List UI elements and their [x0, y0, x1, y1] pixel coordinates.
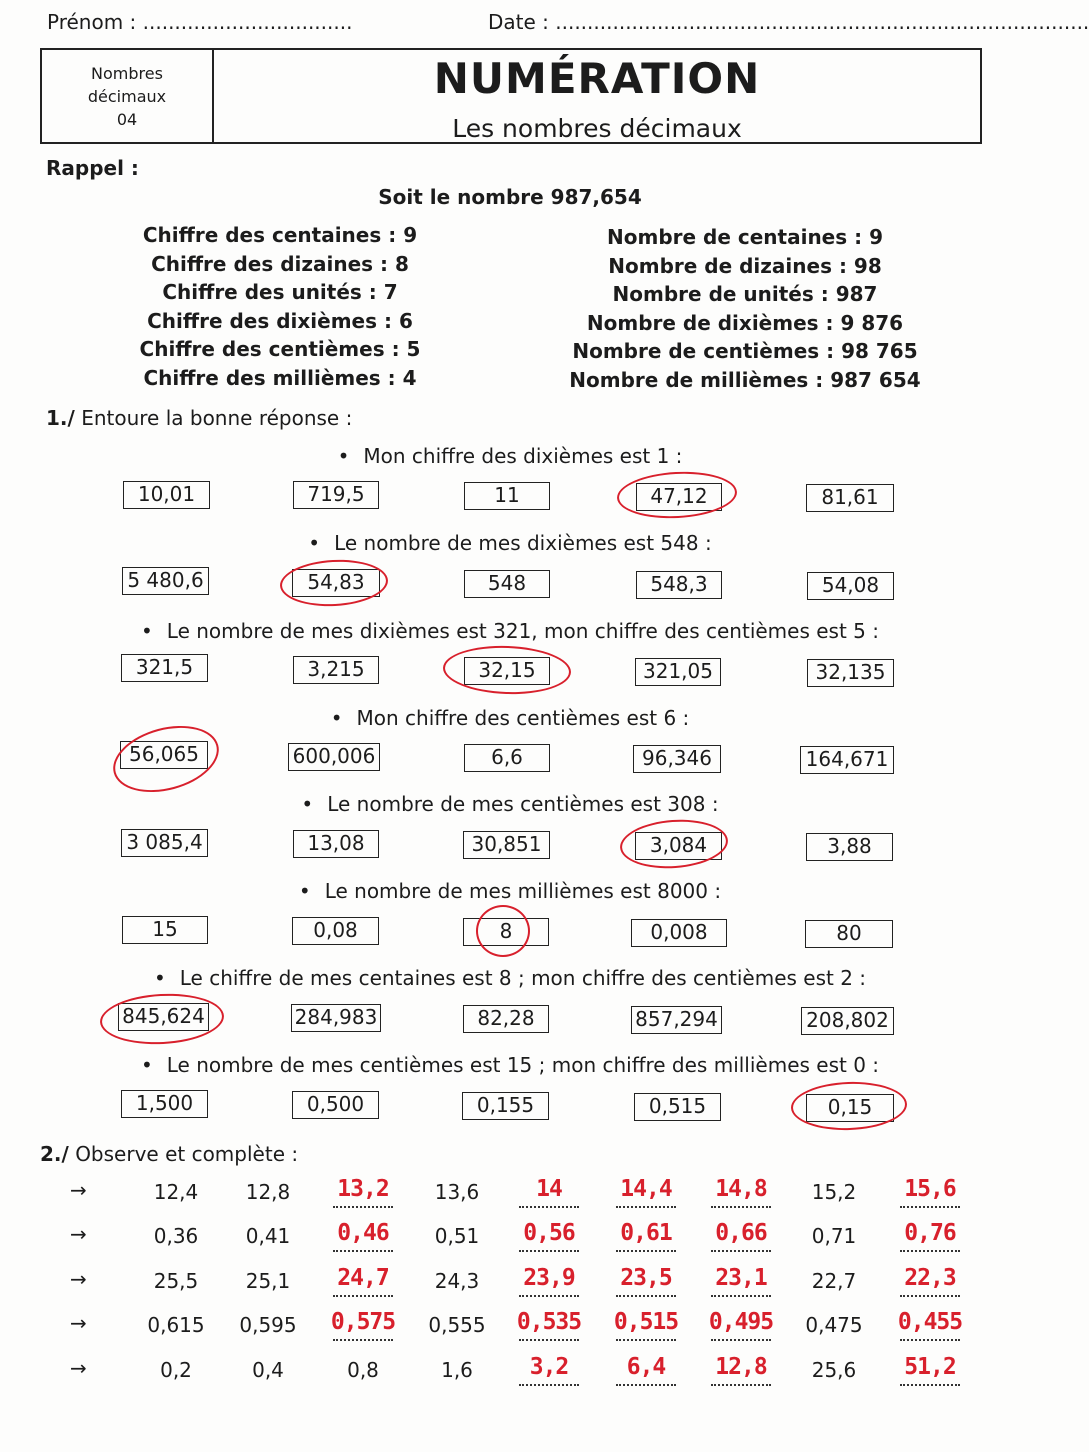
answer-blank[interactable] — [616, 1339, 676, 1341]
rappel-nombre-line: Nombre de dixièmes : 9 876 — [586, 310, 904, 335]
answer-blank[interactable] — [711, 1384, 771, 1386]
sequence-value: 22,7 — [811, 1269, 857, 1293]
answer-blank[interactable] — [900, 1339, 960, 1341]
answer-option[interactable]: 0,15 — [806, 1094, 894, 1122]
rappel-chiffre-line: Chiffre des millièmes : 4 — [143, 365, 417, 390]
answer-blank[interactable] — [900, 1384, 960, 1386]
answer-option[interactable]: 321,5 — [121, 654, 208, 682]
answer-option[interactable]: 719,5 — [293, 481, 379, 509]
handwritten-answer: 0,76 — [904, 1220, 956, 1246]
handwritten-answer: 0,66 — [715, 1220, 767, 1246]
sequence-value: 12,8 — [245, 1180, 291, 1204]
answer-option[interactable]: 0,08 — [292, 917, 379, 945]
answer-option[interactable]: 3,215 — [293, 656, 379, 684]
handwritten-answer: 14,4 — [620, 1176, 672, 1202]
answer-blank[interactable] — [333, 1295, 393, 1297]
question-7 — [0, 966, 1020, 990]
answer-option[interactable]: 8 — [463, 918, 549, 946]
sequence-value: 25,6 — [811, 1358, 857, 1382]
sequence-value: 0,71 — [811, 1224, 857, 1248]
question-text: Mon chiffre des dixièmes est 1 : — [363, 444, 683, 468]
sequence-value: 25,1 — [245, 1269, 291, 1293]
answer-blank[interactable] — [900, 1250, 960, 1252]
question-text: Le nombre de mes centièmes est 308 : — [327, 792, 719, 816]
bullet-icon: • — [140, 1053, 153, 1077]
handwritten-answer: 12,8 — [715, 1354, 767, 1380]
sequence-value: 0,615 — [147, 1313, 205, 1337]
answer-option[interactable]: 80 — [805, 920, 893, 948]
handwritten-answer: 0,515 — [613, 1309, 679, 1335]
rappel-number: Soit le nombre 987,654 — [378, 185, 642, 209]
answer-option[interactable]: 32,15 — [464, 657, 550, 685]
answer-blank[interactable] — [333, 1250, 393, 1252]
question-8 — [0, 1053, 1020, 1077]
answer-option[interactable]: 32,135 — [807, 659, 894, 687]
sequence-value: 13,6 — [434, 1180, 480, 1204]
arrow-icon: → — [70, 1178, 87, 1202]
question-text: Mon chiffre des centièmes est 6 : — [356, 706, 690, 730]
page-subtitle: Les nombres décimaux — [452, 114, 742, 143]
sequence-value: 0,555 — [428, 1313, 486, 1337]
handwritten-answer: 14,8 — [715, 1176, 767, 1202]
sequence-value: 0,475 — [805, 1313, 863, 1337]
question-1 — [0, 444, 1020, 468]
answer-blank[interactable] — [711, 1206, 771, 1208]
exercise-1-number: 1./ — [46, 406, 75, 430]
header-tag-line2: décimaux — [87, 86, 167, 106]
bullet-icon: • — [140, 619, 153, 643]
sequence-value: 0,4 — [252, 1358, 284, 1382]
answer-blank[interactable] — [900, 1295, 960, 1297]
question-text: Le nombre de mes centièmes est 15 ; mon chiffre des millièmes est 0 : — [166, 1053, 880, 1077]
answer-blank[interactable] — [519, 1339, 579, 1341]
answer-blank[interactable] — [333, 1206, 393, 1208]
handwritten-answer: 0,56 — [523, 1220, 575, 1246]
answer-option[interactable]: 54,08 — [807, 572, 894, 600]
question-text: Le nombre de mes dixièmes est 548 : — [334, 531, 712, 555]
answer-blank[interactable] — [616, 1250, 676, 1252]
rappel-nombre-line: Nombre de unités : 987 — [612, 282, 878, 307]
answer-option[interactable]: 321,05 — [635, 658, 721, 686]
answer-blank[interactable] — [333, 1339, 393, 1341]
answer-option[interactable]: 82,28 — [463, 1005, 549, 1033]
rappel-nombre-line: Nombre de centièmes : 98 765 — [572, 339, 918, 364]
exercise-2-number: 2./ — [40, 1142, 69, 1166]
answer-option[interactable]: 845,624 — [118, 1003, 209, 1031]
sequence-value: 24,3 — [434, 1269, 480, 1293]
answer-option[interactable]: 15 — [122, 916, 208, 944]
answer-blank[interactable] — [616, 1295, 676, 1297]
sequence-value: 0,8 — [347, 1358, 379, 1382]
sequence-value: 25,5 — [153, 1269, 199, 1293]
question-5 — [0, 792, 1020, 816]
header-box — [40, 48, 982, 144]
answer-option[interactable]: 548,3 — [636, 571, 722, 599]
answer-blank[interactable] — [900, 1206, 960, 1208]
answer-option[interactable]: 81,61 — [806, 484, 894, 512]
handwritten-answer: 15,6 — [904, 1176, 956, 1202]
rappel-nombre-line: Nombre de dizaines : 98 — [608, 253, 882, 278]
handwritten-answer: 0,575 — [330, 1309, 396, 1335]
rappel-nombre-line: Nombre de millièmes : 987 654 — [569, 367, 921, 392]
answer-blank[interactable] — [519, 1206, 579, 1208]
bullet-icon: • — [301, 792, 314, 816]
sequence-value: 1,6 — [441, 1358, 473, 1382]
answer-option[interactable]: 3,88 — [806, 833, 893, 861]
handwritten-answer: 23,1 — [715, 1265, 767, 1291]
sequence-value: 12,4 — [153, 1180, 199, 1204]
answer-option[interactable]: 6,6 — [464, 744, 550, 772]
answer-option[interactable]: 54,83 — [292, 569, 380, 597]
bullet-icon: • — [153, 966, 166, 990]
bullet-icon: • — [330, 706, 343, 730]
answer-option[interactable]: 11 — [464, 482, 550, 510]
answer-option[interactable]: 0,008 — [631, 919, 727, 947]
rappel-title: Rappel : — [46, 156, 139, 180]
header-tag-line1: Nombres — [91, 63, 163, 83]
handwritten-answer: 3,2 — [529, 1354, 569, 1380]
answer-option[interactable]: 47,12 — [636, 483, 722, 511]
answer-blank[interactable] — [711, 1339, 771, 1341]
answer-blank[interactable] — [519, 1250, 579, 1252]
sequence-value: 0,41 — [245, 1224, 291, 1248]
exercise-2-instruction: Observe et complète : — [75, 1142, 299, 1166]
handwritten-answer: 0,455 — [897, 1309, 963, 1335]
rappel-nombre-line: Nombre de centaines : 9 — [607, 225, 883, 249]
sequence-value: 0,51 — [434, 1224, 480, 1248]
answer-option[interactable]: 548 — [464, 570, 550, 598]
handwritten-answer: 23,5 — [620, 1265, 672, 1291]
answer-blank[interactable] — [519, 1295, 579, 1297]
sequence-value: 0,2 — [160, 1358, 192, 1382]
question-2 — [0, 531, 1020, 555]
question-3 — [0, 619, 1020, 643]
handwritten-answer: 0,535 — [516, 1309, 582, 1335]
bullet-icon: • — [298, 879, 311, 903]
rappel-chiffre-line: Chiffre des centaines : 9 — [142, 223, 418, 247]
answer-option[interactable]: 0,515 — [634, 1093, 721, 1121]
answer-option[interactable]: 3 085,4 — [121, 829, 208, 857]
question-text: Le chiffre de mes centaines est 8 ; mon chiffre des centièmes est 2 : — [179, 966, 867, 990]
answer-option[interactable]: 13,08 — [293, 830, 379, 858]
answer-blank[interactable] — [711, 1295, 771, 1297]
handwritten-answer: 6,4 — [626, 1354, 666, 1380]
answer-option[interactable]: 96,346 — [633, 745, 721, 773]
rappel-chiffre-line: Chiffre des dizaines : 8 — [151, 251, 409, 276]
header-tag — [42, 50, 214, 142]
prenom-field[interactable]: Prénom : ................................. — [47, 10, 353, 34]
handwritten-answer: 13,2 — [337, 1176, 389, 1202]
handwritten-answer: 0,46 — [337, 1220, 389, 1246]
handwritten-answer: 22,3 — [904, 1265, 956, 1291]
question-4 — [0, 706, 1020, 730]
bullet-icon: • — [337, 444, 350, 468]
handwritten-answer: 51,2 — [904, 1354, 956, 1380]
arrow-icon: → — [70, 1356, 87, 1380]
arrow-icon: → — [70, 1267, 87, 1291]
rappel-chiffre-line: Chiffre des centièmes : 5 — [139, 337, 421, 362]
handwritten-answer: 14 — [536, 1176, 562, 1202]
answer-option[interactable]: 0,500 — [292, 1091, 379, 1119]
answer-option[interactable]: 30,851 — [463, 831, 550, 859]
rappel-chiffre-line: Chiffre des unités : 7 — [162, 280, 398, 305]
answer-option[interactable]: 208,802 — [801, 1007, 894, 1035]
answer-blank[interactable] — [616, 1206, 676, 1208]
answer-blank[interactable] — [711, 1250, 771, 1252]
handwritten-answer: 24,7 — [337, 1265, 389, 1291]
sequence-value: 0,36 — [153, 1224, 199, 1248]
question-text: Le nombre de mes millièmes est 8000 : — [324, 879, 722, 903]
sequence-value: 0,595 — [239, 1313, 297, 1337]
answer-option[interactable]: 600,006 — [288, 743, 380, 771]
answer-option[interactable]: 56,065 — [120, 741, 208, 769]
bullet-icon: • — [308, 531, 321, 555]
exercise-2-heading — [40, 1142, 298, 1166]
handwritten-answer: 23,9 — [523, 1265, 575, 1291]
answer-option[interactable]: 5 480,6 — [122, 567, 209, 595]
answer-option[interactable]: 857,294 — [631, 1006, 722, 1034]
handwritten-answer: 0,61 — [620, 1220, 672, 1246]
answer-blank[interactable] — [616, 1384, 676, 1386]
rappel-chiffre-line: Chiffre des dixièmes : 6 — [147, 308, 413, 333]
answer-option[interactable]: 10,01 — [123, 481, 210, 509]
rappel-nombres — [540, 223, 950, 395]
arrow-icon: → — [70, 1311, 87, 1335]
answer-option[interactable]: 284,983 — [291, 1004, 381, 1032]
header-tag-line3: 04 — [116, 109, 138, 129]
arrow-icon: → — [70, 1222, 87, 1246]
exercise-1-instruction: Entoure la bonne réponse : — [81, 406, 353, 430]
answer-blank[interactable] — [519, 1384, 579, 1386]
answer-option[interactable]: 0,155 — [462, 1092, 549, 1120]
date-field[interactable]: Date : .................................................................................... — [488, 10, 1089, 34]
answer-option[interactable]: 1,500 — [121, 1090, 208, 1118]
question-text: Le nombre de mes dixièmes est 321, mon chiffre des centièmes est 5 : — [166, 619, 879, 643]
exercise-1-heading — [46, 406, 352, 430]
rappel-chiffres — [100, 221, 460, 393]
answer-option[interactable]: 3,084 — [635, 832, 722, 860]
handwritten-answer: 0,495 — [708, 1309, 774, 1335]
page-title: NUMÉRATION — [433, 54, 761, 103]
answer-option[interactable]: 164,671 — [800, 746, 894, 774]
sequence-value: 15,2 — [811, 1180, 857, 1204]
question-6 — [0, 879, 1020, 903]
